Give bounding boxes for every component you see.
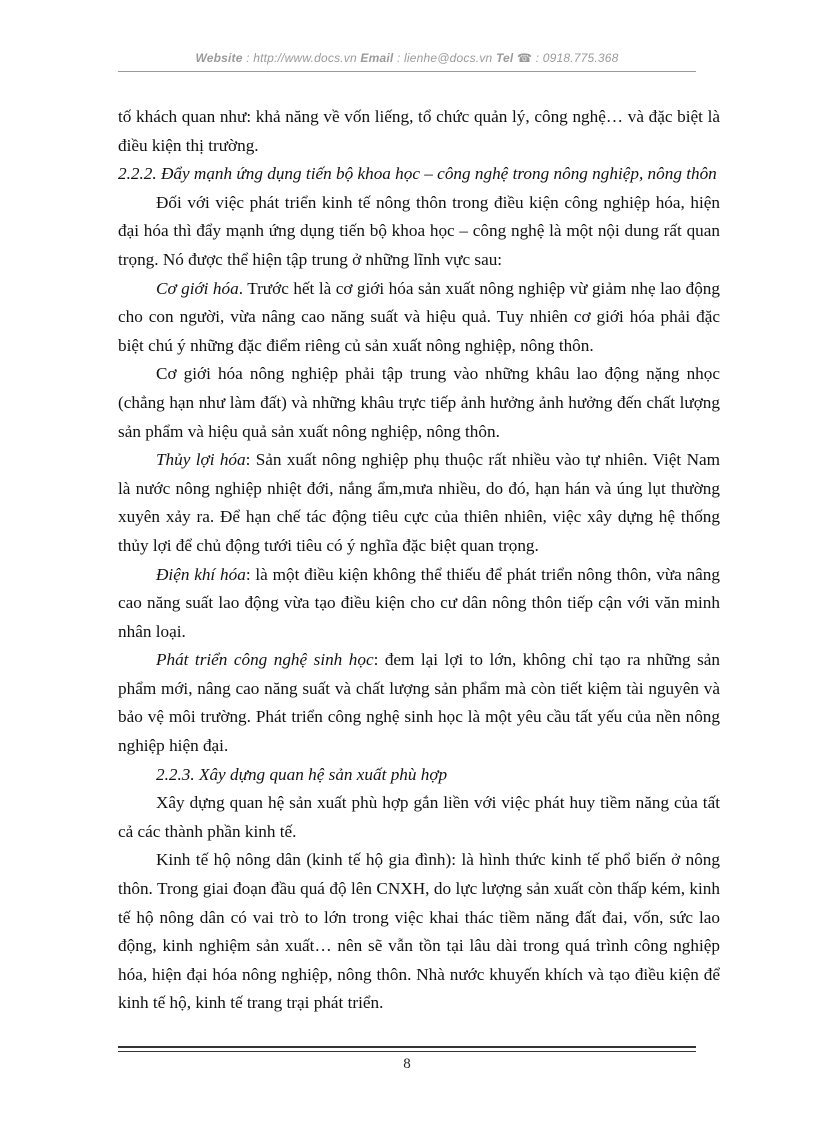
paragraph-2: Đối với việc phát triển kinh tế nông thôn trong điều kiện công nghiệp hóa, hiện đại hóa thì đẩy mạnh ứng dụng tiến bộ khoa học – công nghệ là một nội dung rất quan trọng. Nó được thể hiện tập trung ở những lĩnh vực sau: (118, 192, 720, 269)
term-thuy-loi-hoa: Thủy lợi hóa (156, 450, 246, 470)
heading-2-2-2: 2.2.2. Đẩy mạnh ứng dụng tiến bộ khoa học – công nghệ trong nông nghiệp, nông thôn (118, 164, 717, 184)
term-co-gioi-hoa: Cơ giới hóa (156, 278, 239, 298)
paragraph-4: Cơ giới hóa nông nghiệp phải tập trung vào những khâu lao động nặng nhọc (chẳng hạn như làm đất) và những khâu trực tiếp ảnh hưởng ảnh hưởng đến chất lượng sản phẩm và hiệu quả sản xuất nông nghiệp, nông thôn. (118, 364, 720, 441)
email-label: Email (360, 51, 394, 65)
website-value: : http://www.docs.vn (242, 51, 361, 65)
website-label: Website (195, 51, 243, 65)
tel-label: Tel ☎ (495, 51, 533, 65)
paragraph-7: Phát triển công nghệ sinh học: đem lại lợi to lớn, không chỉ tạo ra những sản phẩm mới, nâng cao năng suất và chất lượng sản phẩm mà còn tiết kiệm tài nguyên và bảo vệ môi trường. Phát triển công nghệ sinh học là một yêu cầu tất yếu của nền nông nghiệp hiện đại. (118, 650, 720, 756)
document-body (118, 103, 720, 1018)
footer-divider-thick (118, 1046, 696, 1048)
footer-divider-thin (118, 1051, 696, 1052)
paragraph-1: tố khách quan như: khả năng về vốn liếng, tổ chức quản lý, công nghệ… và đặc biệt là điều kiện thị trường. (118, 107, 720, 155)
paragraph-6: Điện khí hóa: là một điều kiện không thể thiếu để phát triển nông thôn, vừa nâng cao năng suất lao động vừa tạo điều kiện cho cư dân nông thôn tiếp cận với văn minh nhân loại. (118, 564, 720, 641)
paragraph-5: Thủy lợi hóa: Sản xuất nông nghiệp phụ thuộc rất nhiều vào tự nhiên. Việt Nam là nước nông nghiệp nhiệt đới, nắng ẩm,mưa nhiều, do đó, hạn hán và úng lụt thường xuyên xảy ra. Để hạn chế tác động tiêu cực của thiên nhiên, việc xây dựng hệ thống thủy lợi để chủ động tưới tiêu có ý nghĩa đặc biệt quan trọng. (118, 450, 720, 555)
paragraph-3: Cơ giới hóa. Trước hết là cơ giới hóa sản xuất nông nghiệp vừ giảm nhẹ lao động cho con người, vừa nâng cao năng suất và hiệu quả. Tuy nhiên cơ giới hóa phải đặc biệt chú ý những đặc điểm riêng củ sản xuất nông nghiệp, nông thôn. (118, 278, 720, 355)
heading-2-2-3: 2.2.3. Xây dựng quan hệ sản xuất phù hợp (156, 764, 448, 784)
paragraph-8: Xây dựng quan hệ sản xuất phù hợp gắn liền với việc phát huy tiềm năng của tất cả các thành phần kinh tế. (118, 793, 720, 841)
email-value: : lienhe@docs.vn (393, 51, 496, 65)
term-dien-khi-hoa: Điện khí hóa (156, 564, 246, 584)
page-header (118, 51, 696, 65)
header-divider (118, 71, 696, 72)
tel-value: : 0918.775.368 (532, 51, 619, 65)
term-cong-nghe-sinh-hoc: Phát triển công nghệ sinh học (156, 650, 374, 670)
paragraph-9: Kinh tế hộ nông dân (kinh tế hộ gia đình): là hình thức kinh tế phổ biến ở nông thôn. Trong giai đoạn đầu quá độ lên CNXH, do lực lượng sản xuất còn thấp kém, kinh tế hộ nông dân có vai trò to lớn trong việc khai thác tiềm năng đất đai, vốn, sức lao động, kinh nghiệm sản xuất… nên sẽ vẫn tồn tại lâu dài trong quá trình công nghiệp hóa, hiện đại hóa nông nghiệp, nông thôn. Nhà nước khuyến khích và tạo điều kiện để kinh tế hộ, kinh tế trang trại phát triển. (118, 850, 720, 1013)
page-number: 8 (403, 1056, 411, 1072)
